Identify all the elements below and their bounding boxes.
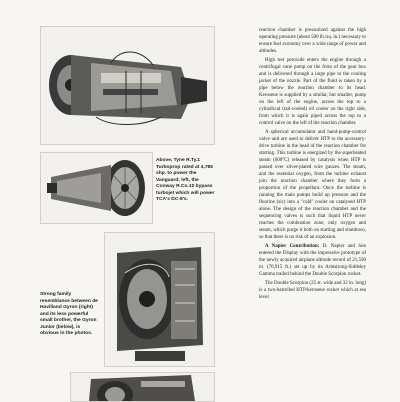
gyron-junior-photo (70, 372, 215, 402)
section-heading: A Napier Contribution: (265, 244, 320, 249)
engines-caption-text: Above, Tyne R.Ty.1 Turboprop rated at 4,785 shp. to power the Vanguard; left, the Conway R.Co.10 bypass turbojet which will power TCA's DC-8's. (156, 158, 215, 202)
gyron-caption-text: Strong family resemblance between de Havilland Gyron (right) and its less powerful small brother, the Gyron Junior (below), is obvious in the photos. (40, 292, 98, 336)
conway-engine-photo (40, 152, 153, 224)
paragraph-text: D. Napier and Son entered the Display with the impressive prototype of the newly acquired airplane altitude record of 21,590 m. (70,915 ft.) set up by its Armstrong-Siddeley Gamma trailed behind the Double Scorpion rocket. (259, 244, 367, 277)
article-paragraph: reaction chamber is pressurized against the high operating pressure (about 500 lb./sq. in.) necessary to ensure fuel economy over a wide range of power and altitudes. (259, 28, 366, 54)
gyron-caption (40, 292, 98, 338)
tyne-engine-photo (40, 26, 215, 145)
engines-caption (156, 158, 216, 204)
article-paragraph: The Double Scorpion (25 st. wide and 32 in. long) is a two-barrelled HTP/kerosene rocket which at sea level (259, 281, 366, 300)
article-paragraph (259, 243, 366, 278)
article-paragraph: A spherical accumulator and hand-pump-control valve unit are used to deliver HTP to the accessory-drive turbine in the head of the reaction chamber for starting. This turbine is energized by the superheated steam (600°C) released by catalysis when HTP is passed over silver-plated wire gauzes. The steam, and the essential oxygen, from the turbine exhaust join the reaction chamber where they form a proportion of the propellant. Once the turbine is running the main pumps build up pressure and the fluorine (sic) into a "cold" cooler on catalysed HTP alone. The design of the reaction chamber and the sequencing valves is such that liquid HTP never reaches the combustion zone, only oxygen and steam, which purge it both on starting and shutdown, so that there is no risk of an explosion. (259, 130, 366, 240)
article-column (259, 27, 366, 301)
article-paragraph: High test peroxide enters the engine through a centrifugal vane pump on the front of the gear box and is delivered through a large pipe to the cooling jacket of the nozzle. Part of the fluid is taken by a pipe below the reaction chamber to its head. Kerosene is supplied by a similar, but smaller, pump on the left of the engine, across the top to a cylindrical (tail-cooled) oil cooler on the right side, from which it is again piped across the top to a control valve on the left of the reaction chamber. (259, 58, 366, 126)
gyron-engine-photo (104, 232, 215, 367)
